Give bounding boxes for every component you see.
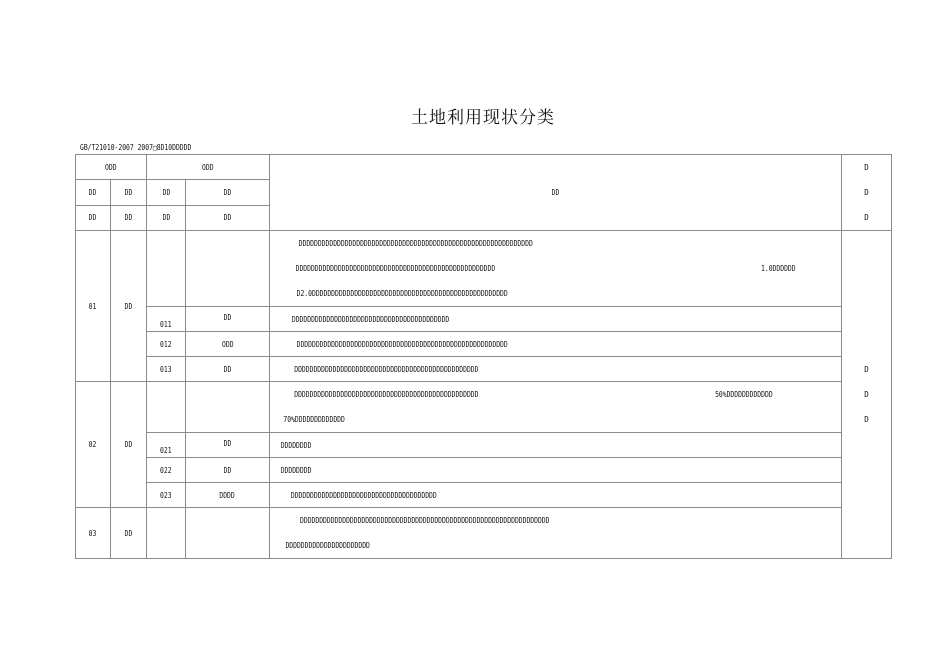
l1-code-02: 02 [76, 382, 111, 508]
header-l1-code: DD [76, 180, 111, 205]
header-l2-name: DD [186, 180, 270, 205]
l2-code-empty [147, 231, 186, 307]
l2-code: 012 [147, 332, 186, 357]
header-level2: ODD [147, 155, 270, 180]
l2-code: 022 [147, 458, 186, 483]
header-level1: ODD [76, 155, 147, 180]
l2-description: DDDDDDDD [270, 433, 842, 458]
table-row [76, 483, 892, 508]
header-l2-code: DD [147, 180, 186, 205]
header-l2-name-b: DD [186, 205, 270, 230]
l2-name: DDDD [186, 483, 270, 508]
table-row [76, 382, 892, 433]
page-title: 土地利用现状分类 [411, 108, 555, 128]
classification-table [75, 154, 892, 559]
l2-code-empty [147, 382, 186, 433]
l2-name-empty [186, 508, 270, 559]
table-row [76, 332, 892, 357]
l1-code-01: 01 [76, 231, 111, 382]
l2-description: DDDDDDDD [270, 458, 842, 483]
table-row [76, 433, 892, 458]
table-row [76, 357, 892, 382]
l1-description-02: DDDDDDDDDDDDDDDDDDDDDDDDDDDDDDDDDDDDDDDDDDDDDDDD 50%DDDDDDDDDDDD 70%DDDDDDDDDDDDD [270, 382, 842, 433]
note-column: D D D [842, 231, 892, 559]
l2-description: DDDDDDDDDDDDDDDDDDDDDDDDDDDDDDDDDDDDDDDDDDDDDDDD [270, 357, 842, 382]
standard-reference: GB/T21010-2007 2007□8D10DDDDD [80, 143, 192, 152]
header-l1-code-b: DD [76, 205, 111, 230]
table-row [76, 231, 892, 307]
l2-name-empty [186, 382, 270, 433]
l2-name: DD [186, 307, 270, 332]
l2-name-empty [186, 231, 270, 307]
header-l1-name-b: DD [111, 205, 147, 230]
l1-description-01: DDDDDDDDDDDDDDDDDDDDDDDDDDDDDDDDDDDDDDDDDDDDDDDDDDDDDDDDDDDDD DDDDDDDDDDDDDDDDDDDDDDDDDDDDDDDDDDDDDDDDDDDDDDDDDDDD 1.0DDDDDD D2.0DDDDDDDDDDDDDDDDDDDDDDDDDDDDDDDDDDDDDDDDDDDDDDDDDDD [270, 231, 842, 307]
header-l2-code-b: DD [147, 205, 186, 230]
l1-name-02: DD [111, 382, 147, 508]
l2-code: 013 [147, 357, 186, 382]
l2-description: DDDDDDDDDDDDDDDDDDDDDDDDDDDDDDDDDDDDDDDDDDDDDDDDDDDDDDD [270, 332, 842, 357]
header-description: DD [270, 155, 842, 231]
table-row [76, 307, 892, 332]
table-row [76, 458, 892, 483]
header-l1-name: DD [111, 180, 147, 205]
l2-code: 023 [147, 483, 186, 508]
l2-description: DDDDDDDDDDDDDDDDDDDDDDDDDDDDDDDDDDDDDD [270, 483, 842, 508]
l2-name: DD [186, 357, 270, 382]
table-row [76, 508, 892, 559]
l2-code: 011 [147, 307, 186, 332]
l1-code-03: 03 [76, 508, 111, 559]
l2-code: 021 [147, 433, 186, 458]
l2-name: DD [186, 433, 270, 458]
l2-name: DD [186, 458, 270, 483]
l1-name-03: DD [111, 508, 147, 559]
l2-description: DDDDDDDDDDDDDDDDDDDDDDDDDDDDDDDDDDDDDDDDD [270, 307, 842, 332]
l2-code-empty [147, 508, 186, 559]
l1-description-03: DDDDDDDDDDDDDDDDDDDDDDDDDDDDDDDDDDDDDDDDDDDDDDDDDDDDDDDDDDDDDDDDD DDDDDDDDDDDDDDDDDDDDDD [270, 508, 842, 559]
l1-name-01: DD [111, 231, 147, 382]
header-note: D D D [842, 155, 892, 231]
l2-name: ODD [186, 332, 270, 357]
header-row-levels [76, 155, 892, 180]
